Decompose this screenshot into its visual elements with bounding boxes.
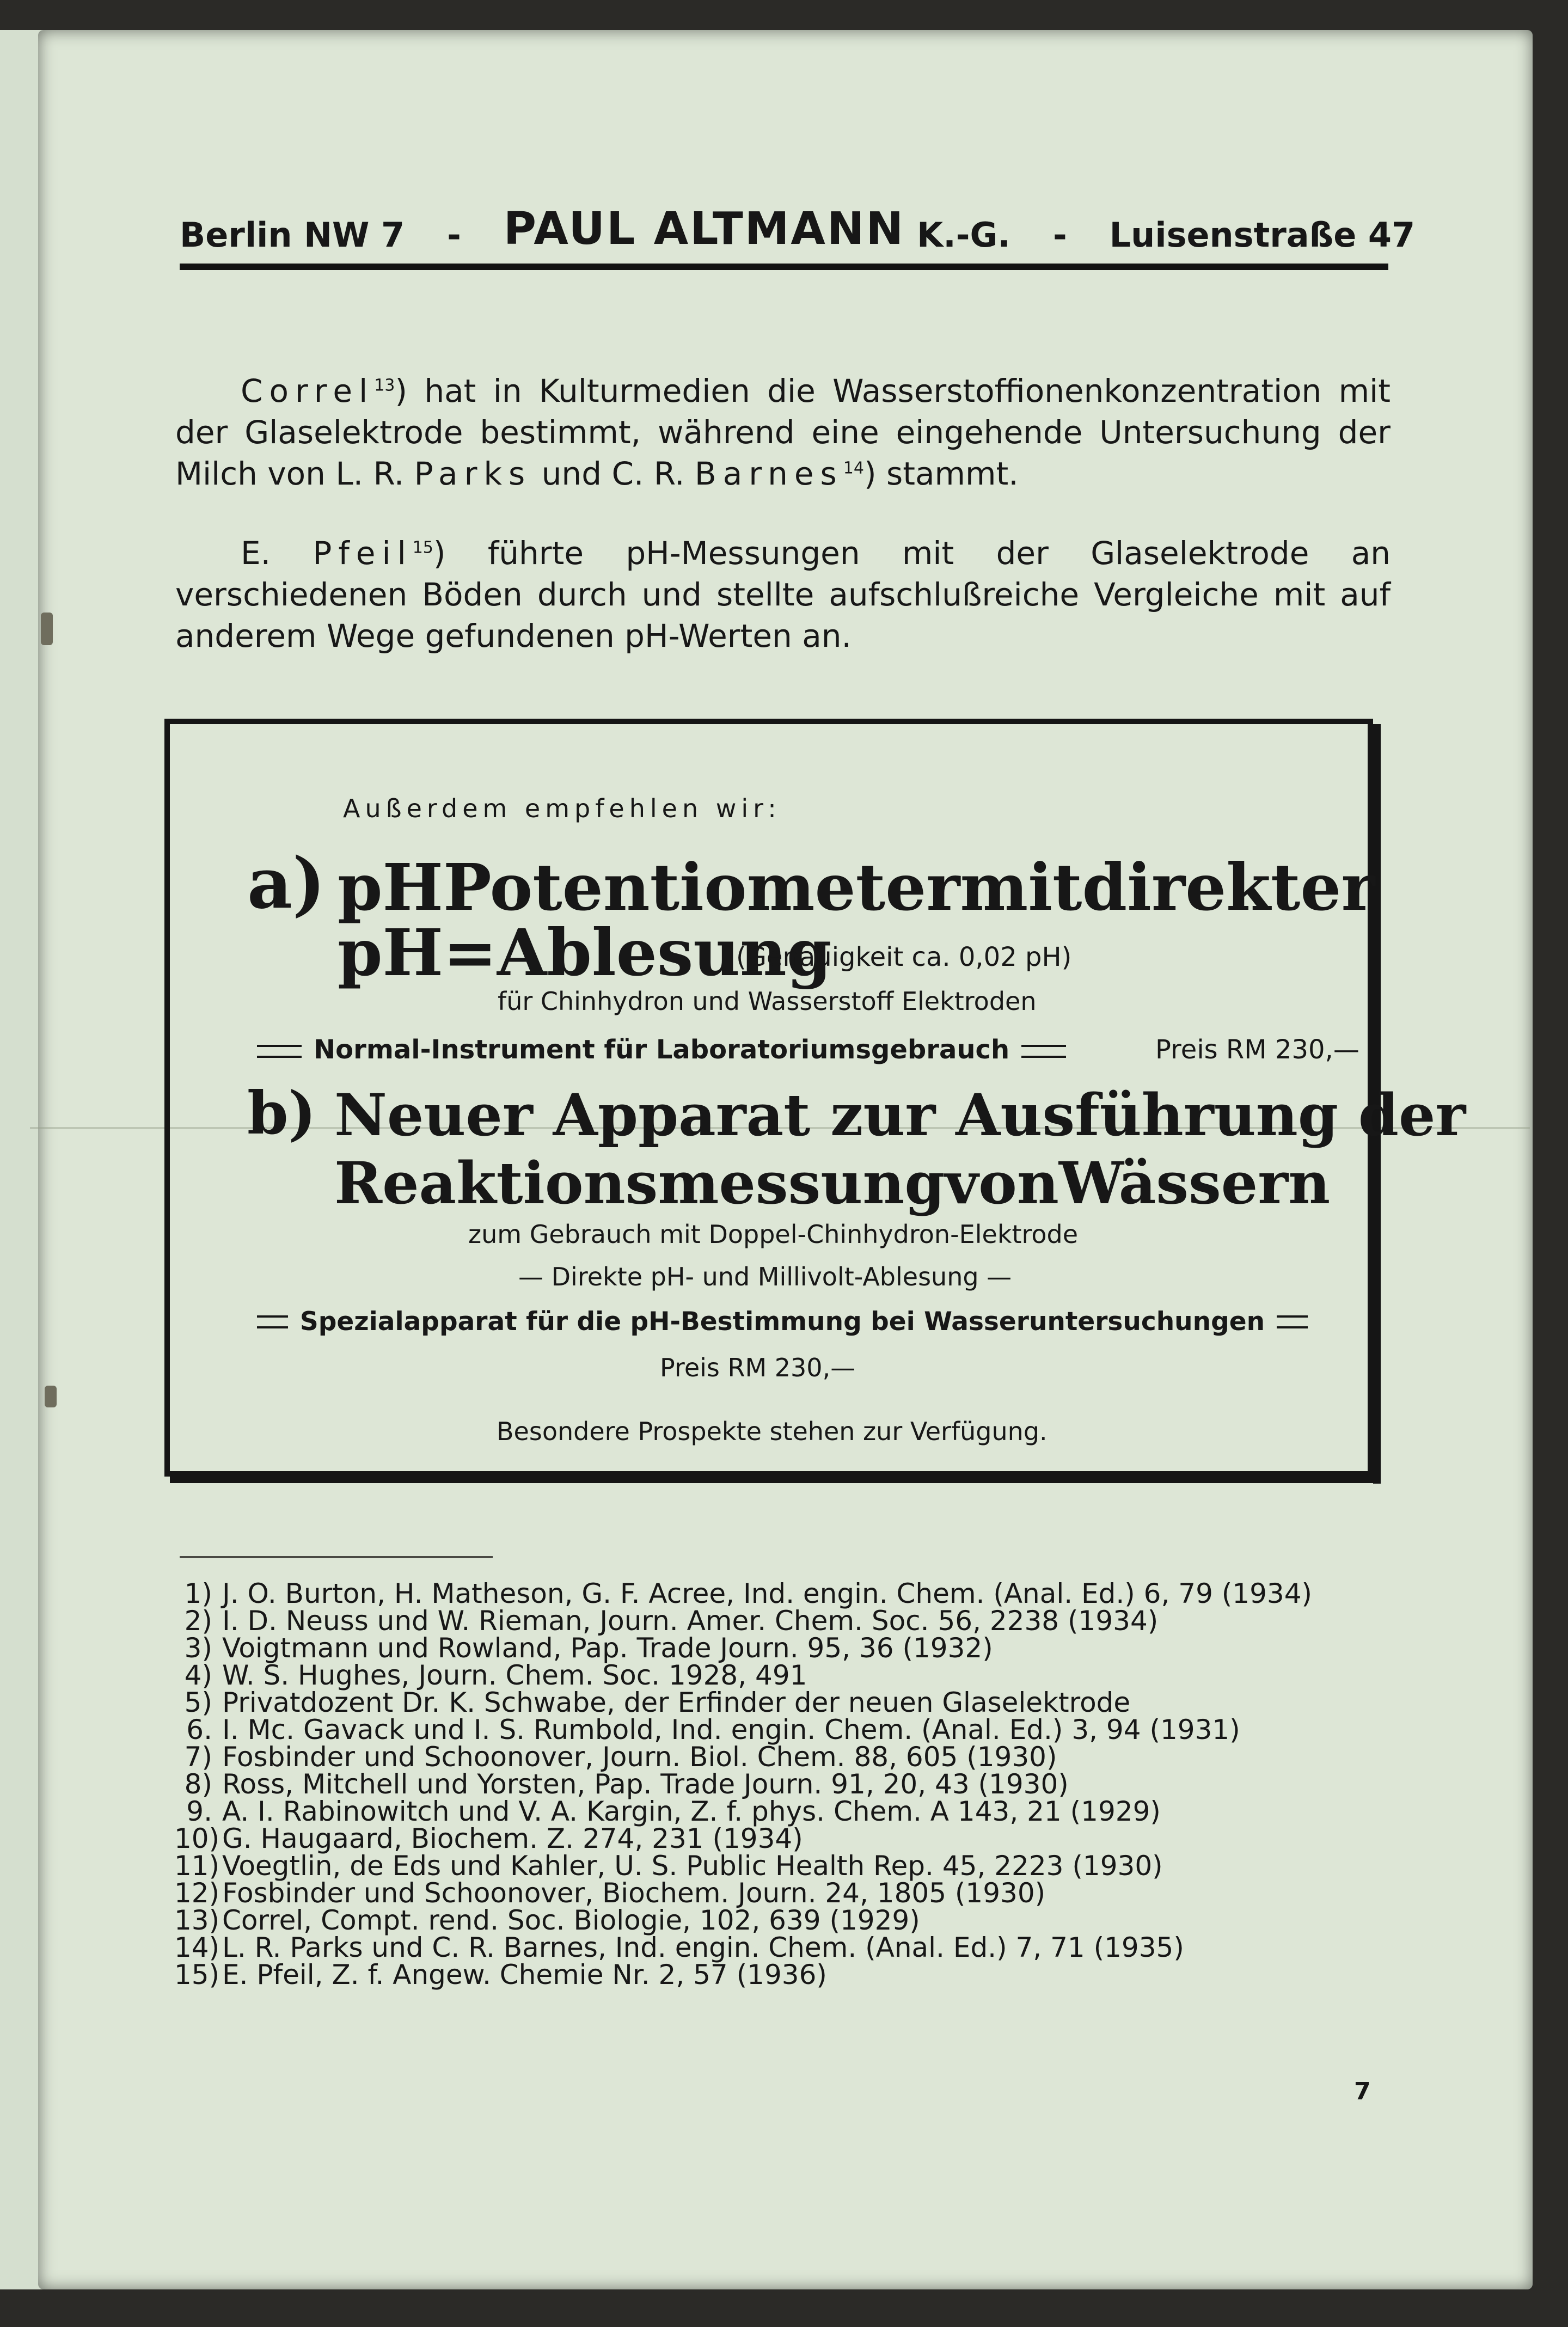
product-b-title-word: von [945,1149,1059,1217]
footnote-list [174,1578,1345,1991]
footnote-number: 1) [184,1578,212,1609]
footnote-number: 10) [174,1823,220,1854]
header-company: PAUL ALTMANN [503,203,905,255]
product-a-label: a) [247,843,326,924]
footnote-number: 6. [186,1714,212,1746]
footnote-text: J. O. Burton, H. Matheson, G. F. Acree, Ind. engin. Chem. (Anal. Ed.) 6, 79 (1934) [222,1578,1313,1609]
footnote-text: Privatdozent Dr. K. Schwabe, der Erfinder der neuen Glaselektrode [222,1687,1131,1718]
footnote-number: 11) [174,1850,220,1882]
footnote-number: 9. [186,1796,212,1827]
header-company-suffix: K.-G. [917,215,1010,255]
double-rule [1021,1045,1066,1058]
footnote [174,1743,1345,1771]
product-a-subtitle: für Chinhydron und Wasserstoff Elektroden [498,987,1037,1016]
product-b-title-word: Reaktionsmessung [334,1149,945,1217]
footnote-number: 4) [184,1659,212,1691]
product-b-badge: Spezialapparat für die pH-Bestimmung bei Wasseruntersuchungen [299,1307,1265,1337]
footnote [174,1934,1345,1961]
footnote-text: I. Mc. Gavack und I. S. Rumbold, Ind. engin. Chem. (Anal. Ed.) 3, 94 (1931) [222,1714,1240,1746]
footnote-ref: 15 [412,538,433,558]
footnote-text: Correl, Compt. rend. Soc. Biologie, 102, 639 (1929) [222,1905,920,1936]
footnote [174,1879,1345,1907]
footnote [174,1580,1345,1607]
product-b-label: b) [247,1079,316,1148]
author-name: Parks [414,455,532,492]
footnote [174,1634,1345,1662]
footnote-text: Voigtmann und Rowland, Pap. Trade Journ. 95, 36 (1932) [222,1632,993,1664]
product-b-title-line2 [334,1149,1331,1217]
header-street: Luisenstraße 47 [1109,215,1416,255]
footnote-ref: 14 [843,458,864,478]
footnote-text: Fosbinder und Schoonover, Journ. Biol. Chem. 88, 605 (1930) [222,1741,1057,1773]
product-a-badge: Normal-Instrument für Laboratoriumsgebrauch [314,1034,1010,1065]
footnote-text: E. Pfeil, Z. f. Angew. Chemie Nr. 2, 57 (1936) [222,1959,827,1991]
ad-intro: Außerdem empfehlen wir: [343,794,781,823]
double-rule [257,1315,288,1328]
footnote-text: Voegtlin, de Eds und Kahler, U. S. Public Health Rep. 45, 2223 (1930) [222,1850,1163,1882]
footnote-text: L. R. Parks und C. R. Barnes, Ind. engin. Chem. (Anal. Ed.) 7, 71 (1935) [222,1932,1184,1963]
product-b-title: Neuer Apparat zur Ausführung der [334,1081,1466,1149]
double-rule [1277,1315,1308,1328]
header-separator: - [447,215,461,255]
page-number: 7 [1354,2078,1371,2105]
footnote [174,1850,1345,1882]
header-separator: - [1052,215,1067,255]
footnote-text: Ross, Mitchell und Yorsten, Pap. Trade Journ. 91, 20, 43 (1930) [222,1768,1069,1800]
header-city: Berlin NW 7 [180,215,405,255]
footnote [174,1825,1345,1852]
product-b-subtitle: zum Gebrauch mit Doppel-Chinhydron-Elektrode [468,1220,1079,1249]
footnote-number: 15) [174,1959,220,1991]
body-paragraph: Correl$^{13}$) hat in Kulturmedien die Wasserstoffionenkonzentration mit der Glaselektrode bestimmt, während eine eingehende Untersuchung der Milch von L. R. Parks und C. R. Barnes$^{14}$) stammt. [175,372,1391,492]
product-b-subtitle: — Direkte pH- und Millivolt-Ablesung — [518,1262,1012,1291]
footnote-text: W. S. Hughes, Journ. Chem. Soc. 1928, 491 [222,1659,807,1691]
footnote-number: 2) [184,1605,212,1637]
footnote-number: 3) [184,1632,212,1664]
footnote [174,1907,1345,1934]
footnote-number: 7) [184,1741,212,1773]
footnote [174,1714,1345,1746]
footnote [174,1689,1345,1716]
product-a-accuracy-note: (Genauigkeit ca. 0,02 pH) [736,942,1072,972]
author-name: Pfeil [313,535,413,572]
product-b-badge-row [257,1307,1308,1337]
footnote-number: 12) [174,1877,220,1909]
product-a-title-word: Potentiometer [443,849,960,925]
footnote-text: Fosbinder und Schoonover, Biochem. Journ. 24, 1805 (1930) [222,1877,1046,1909]
page-header [180,203,1416,255]
double-rule [257,1045,302,1058]
product-a-title-word: mit [960,849,1082,925]
header-rule [180,264,1388,270]
footnote-number: 8) [184,1768,212,1800]
footnote [174,1768,1345,1800]
author-name: Barnes [694,455,843,492]
binding-mark [41,613,53,645]
product-b-price: Preis RM 230,— [660,1353,856,1382]
footnote [174,1959,1345,1991]
footnote-text: I. D. Neuss und W. Rieman, Journ. Amer. Chem. Soc. 56, 2238 (1934) [222,1605,1159,1637]
ad-box-shadow [170,1477,1381,1483]
footnote-text: G. Haugaard, Biochem. Z. 274, 231 (1934) [222,1823,803,1854]
footnote-number: 14) [174,1932,220,1963]
product-a-title-word: direkter [1082,849,1375,925]
footnote [174,1798,1345,1825]
footnote-number: 5) [184,1687,212,1718]
footnote-text: A. I. Rabinowitch und V. A. Kargin, Z. f. phys. Chem. A 143, 21 (1929) [222,1796,1161,1827]
product-a-title [338,849,1375,925]
product-a-title-line2: pH=Ablesung [338,915,832,990]
footnote-rule [180,1556,493,1558]
product-a-title-word: pH [338,849,443,925]
body-paragraph: E. Pfeil$^{15}$) führte pH-Messungen mit der Glaselektrode an verschiedenen Böden durch und stellte aufschlußreiche Vergleiche mit auf anderem Wege gefundenen pH-Werten an. [175,535,1391,654]
product-a-badge-row [257,1034,1359,1065]
ad-footer: Besondere Prospekte stehen zur Verfügung. [497,1417,1048,1446]
binding-mark [45,1386,57,1407]
product-b-title-word: Wässern [1058,1149,1331,1217]
footnote-ref: 13 [374,376,395,395]
footnote-number: 13) [174,1905,220,1936]
footnote [174,1605,1345,1637]
author-name: Correl [241,372,375,409]
product-a-price: Preis RM 230,— [1155,1034,1359,1065]
footnote [174,1659,1345,1691]
advertisement-box [164,719,1466,1477]
